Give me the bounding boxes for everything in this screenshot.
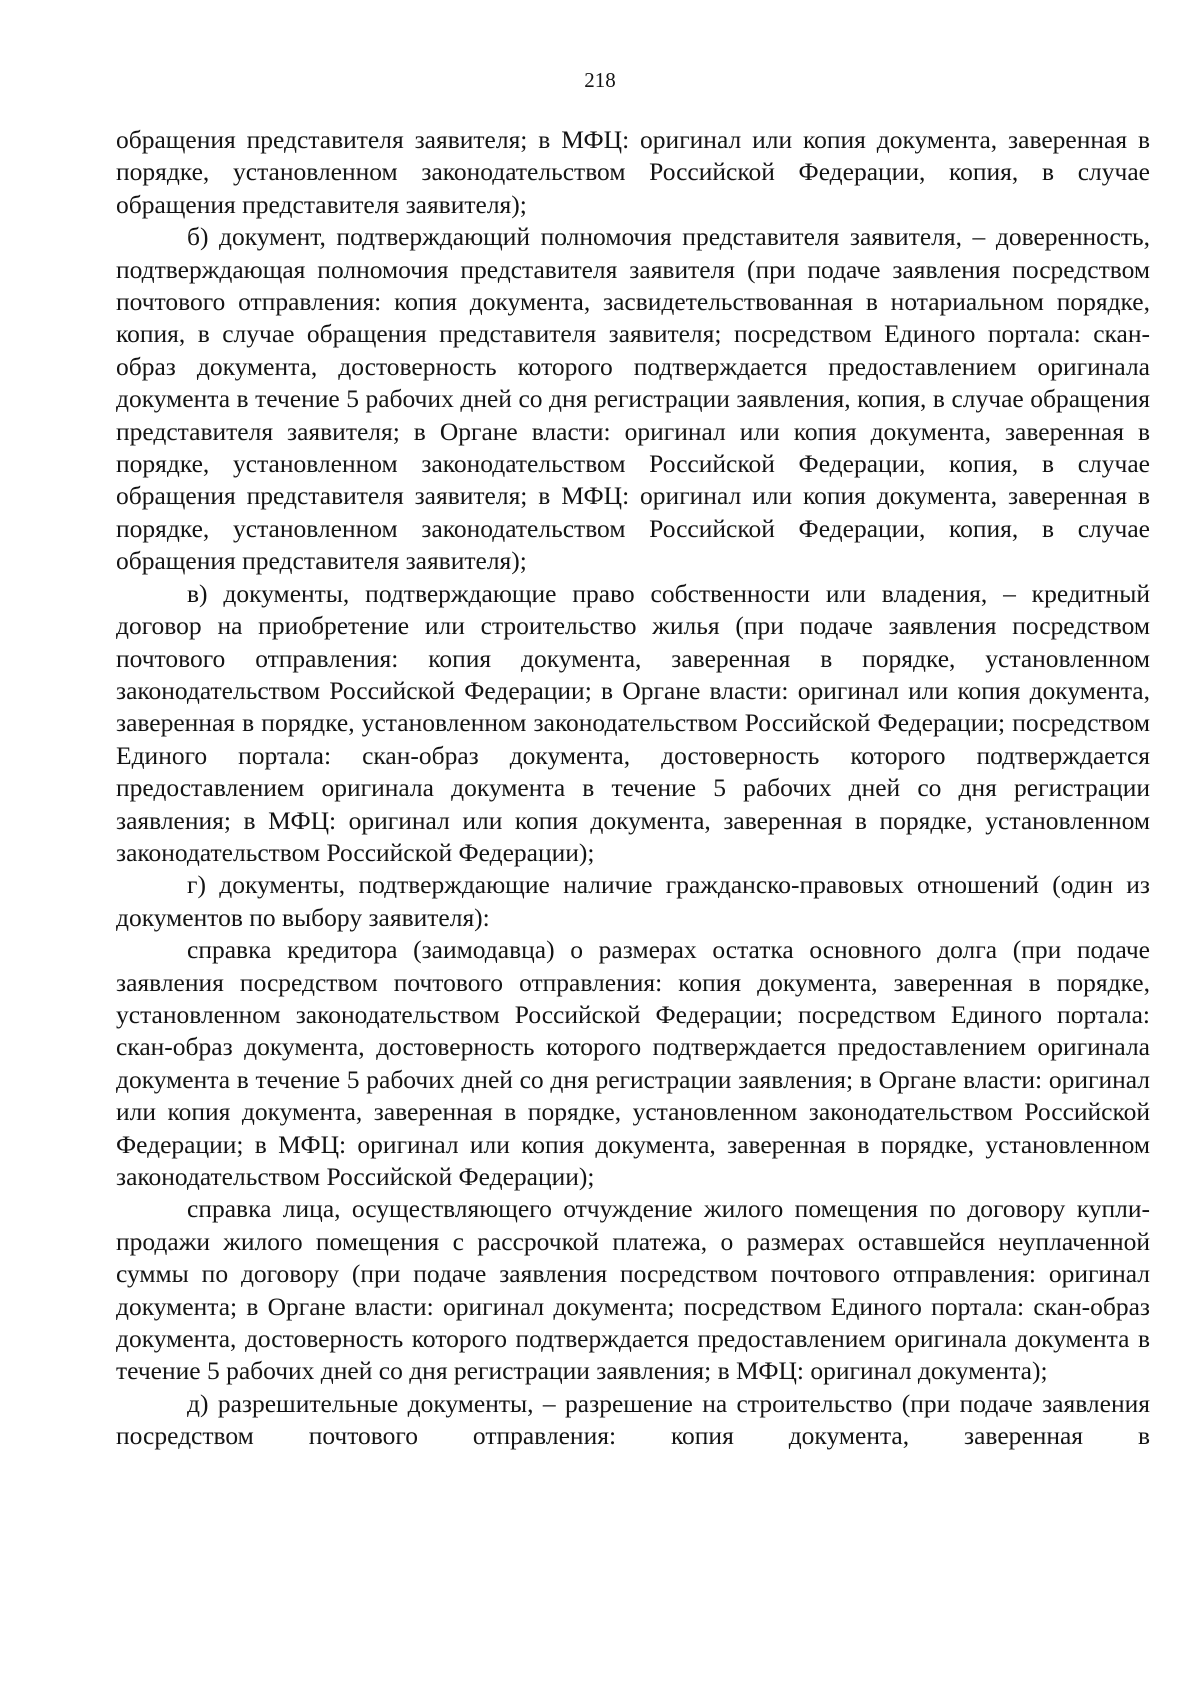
document-body [116, 124, 1150, 1453]
paragraph-continuation: обращения представителя заявителя; в МФЦ: оригинал или копия документа, заверенная в порядке, установленном законодательством Российской Федерации, копия, в случае обращения представителя заявителя); [116, 125, 1150, 219]
paragraph-g-civil-relations-documents: г) документы, подтверждающие наличие гражданско-правовых отношений (один из документов по выбору заявителя): [116, 870, 1150, 932]
paragraph-b-authority-document: б) документ, подтверждающий полномочия представителя заявителя, – доверенность, подтверждающая полномочия представителя заявителя (при подаче заявления посредством почтового отправления: копия документа, засвидетельствованная в нотариальном порядке, копия, в случае обращения представителя заявителя; посредством Единого портала: скан-образ документа, достоверность которого подтверждается предоставлением оригинала документа в течение 5 рабочих дней со дня регистрации заявления, копия, в случае обращения представителя заявителя; в Органе власти: оригинал или копия документа, заверенная в порядке, установленном законодательством Российской Федерации, копия, в случае обращения представителя заявителя; в МФЦ: оригинал или копия документа, заверенная в порядке, установленном законодательством Российской Федерации, копия, в случае обращения представителя заявителя); [116, 222, 1150, 576]
paragraph-seller-certificate: справка лица, осуществляющего отчуждение жилого помещения по договору купли-продажи жилого помещения с рассрочкой платежа, о размерах оставшейся неуплаченной суммы по договору (при подаче заявления посредством почтового отправления: оригинал документа; в Органе власти: оригинал документа; посредством Единого портала: скан-образ документа, достоверность которого подтверждается предоставлением оригинала документа в течение 5 рабочих дней со дня регистрации заявления; в МФЦ: оригинал документа); [116, 1194, 1150, 1386]
paragraph-d-permits: д) разрешительные документы, – разрешение на строительство (при подаче заявления посредством почтового отправления: копия документа, заверенная в [116, 1388, 1150, 1451]
page-number: 218 [584, 68, 616, 92]
paragraph-creditor-certificate: справка кредитора (заимодавца) о размерах остатка основного долга (при подаче заявления посредством почтового отправления: копия документа, заверенная в порядке, установленном законодательством Российской Федерации; посредством Единого портала: скан-образ документа, достоверность которого подтверждается предоставлением оригинала документа в течение 5 рабочих дней со дня регистрации заявления; в Органе власти: оригинал или копия документа, заверенная в порядке, установленном законодательством Российской Федерации; в МФЦ: оригинал или копия документа, заверенная в порядке, установленном законодательством Российской Федерации); [116, 935, 1150, 1191]
paragraph-v-ownership-documents: в) документы, подтверждающие право собственности или владения, – кредитный договор на приобретение или строительство жилья (при подаче заявления посредством почтового отправления: копия документа, заверенная в порядке, установленном законодательством Российской Федерации; в Органе власти: оригинал или копия документа, заверенная в порядке, установленном законодательством Российской Федерации; посредством Единого портала: скан-образ документа, достоверность которого подтверждается предоставлением оригинала документа в течение 5 рабочих дней со дня регистрации заявления; в МФЦ: оригинал или копия документа, заверенная в порядке, установленном законодательством Российской Федерации); [116, 578, 1150, 867]
